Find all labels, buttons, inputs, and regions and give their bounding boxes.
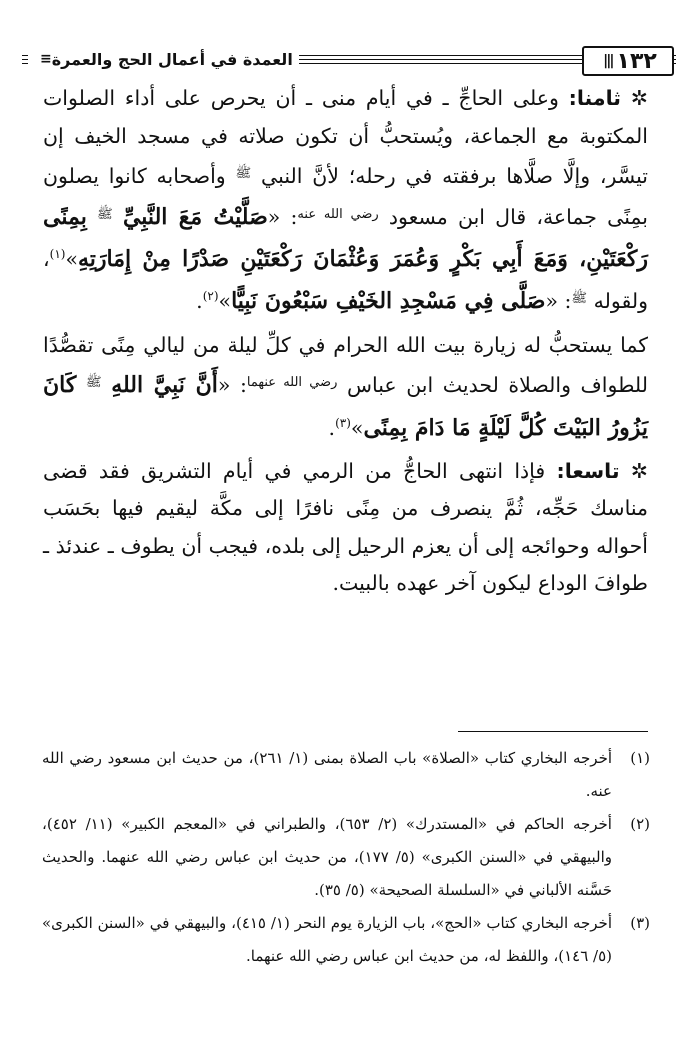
honorific: رضي الله عنهما bbox=[246, 375, 338, 391]
text-run: » bbox=[350, 415, 364, 440]
text-run: . bbox=[196, 289, 203, 314]
hadith-quote: بِمِنًى رَكْعَتَيْنِ، وَمَعَ أَبِي بَكْرٍ وَعُمَرَ وَعُثْمَانَ رَكْعَتَيْنِ صَدْرًا مِنْ إِمَارَتِهِ bbox=[43, 203, 648, 272]
paragraph bbox=[43, 327, 648, 447]
title-ornament: ≡ bbox=[40, 51, 52, 67]
text-run: وعلى الحاجِّ ـ في أيام منى ـ أن يحرص على أداء الصلوات المكتوبة مع الجماعة، ويُستحبُّ أن تكون صلاته في مسجد الخيف إن تيسَّر، وإلَّا صلَّاها برفقته في رحله؛ لأنَّ النبي bbox=[43, 86, 649, 188]
text-run: » bbox=[65, 246, 78, 271]
hadith-quote: صَلَّى فِي مَسْجِدِ الخَيْفِ سَبْعُونَ نَبِيًّا bbox=[231, 288, 546, 315]
honorific: ﷺ bbox=[235, 166, 252, 181]
page-number-box bbox=[582, 46, 674, 76]
text-run: : « bbox=[217, 373, 247, 398]
footnote bbox=[42, 808, 650, 907]
running-title-box bbox=[28, 46, 299, 72]
text-run: فإذا انتهى الحاجُّ من الرمي في أيام التشريق فقد قضى مناسك حَجِّه، ثُمَّ ينصرف من مِنًى نافرًا إلى مكَّة ليقيم فيها بحَسَب أحواله وحوائجه إلى أن يعزم الرحيل إلى بلده، فيجب أن يطوف ـ عندئذ ـ طوافَ الوداع ليكون آخر عهده بالبيت. bbox=[43, 458, 648, 596]
paragraph bbox=[43, 453, 648, 603]
main-text bbox=[43, 80, 648, 603]
text-run: » bbox=[218, 289, 232, 314]
text-run: كما يستحبُّ له زيارة بيت الله الحرام في كلِّ ليلة من ليالي مِنًى تقصُّدًا للطواف والصلاة لحديث ابن عباس bbox=[43, 332, 648, 398]
honorific: رضي الله عنه bbox=[297, 206, 379, 222]
page-header bbox=[22, 46, 676, 76]
section-marker: ✲ bbox=[630, 458, 648, 483]
footnote-ref: (١) bbox=[49, 247, 66, 261]
footnote-number: (١) bbox=[630, 749, 650, 767]
footnote-ref: (٣) bbox=[335, 415, 351, 430]
section-lead: تاسعا: bbox=[556, 458, 620, 483]
hadith-quote: أَنَّ نَبِيَّ اللهِ bbox=[111, 372, 218, 399]
section-marker: ✲ bbox=[630, 86, 648, 110]
section-lead: ثامنا: bbox=[568, 86, 622, 110]
footnote bbox=[42, 742, 650, 808]
footnote-text: أخرجه البخاري كتاب «الصلاة» باب الصلاة بمنى (١/ ٢٦١)، من حديث ابن مسعود رضي الله عنه. bbox=[42, 749, 613, 800]
footnote-text: أخرجه البخاري كتاب «الحج»، باب الزيارة يوم النحر (١/ ٤١٥)، والبيهقي في «السنن الكبرى» (٥/ ١٤٦)، واللفظ له، من حديث ابن عباس رضي الله عنهما. bbox=[42, 914, 612, 965]
hadith-quote: كَانَ يَزُورُ البَيْتَ كُلَّ لَيْلَةٍ مَا دَامَ بِمِنًى bbox=[43, 372, 648, 441]
footnote-ref: (٢) bbox=[202, 289, 219, 304]
text-run: . bbox=[328, 415, 336, 440]
footnote-number: (٣) bbox=[630, 914, 650, 932]
footnote-text: أخرجه الحاكم في «المستدرك» (٢/ ٦٥٣)، والطبراني في «المعجم الكبير» (١١/ ٤٥٢)، والبيهقي في «السنن الكبرى» (٥/ ١٧٧)، من حديث ابن عباس رضي الله عنهما. والحديث حَسَّنه الألباني في «السلسلة الصحيحة» (٥/ ٣٥). bbox=[42, 815, 613, 899]
text-run: وأصحابه كانوا يصلون بمِنًى جماعة، قال ابن مسعود bbox=[43, 164, 648, 229]
footnotes bbox=[42, 742, 650, 973]
text-run: ، ولقوله bbox=[43, 246, 648, 314]
text-run: : « bbox=[545, 289, 572, 314]
footnote bbox=[42, 907, 650, 973]
honorific: ﷺ bbox=[97, 206, 113, 222]
text-run: : « bbox=[267, 204, 298, 229]
footnote-number: (٢) bbox=[630, 815, 650, 833]
honorific: ﷺ bbox=[571, 291, 588, 307]
page-number-ornament: ||| bbox=[603, 53, 613, 69]
running-title: العمدة في أعمال الحج والعمرة bbox=[51, 49, 293, 69]
footnote-divider bbox=[458, 731, 648, 732]
page-number: ١٣٢ bbox=[616, 48, 657, 74]
honorific: ﷺ bbox=[85, 375, 102, 391]
hadith-quote: صَلَّيْتُ مَعَ النَّبِيِّ bbox=[122, 203, 268, 230]
paragraph bbox=[43, 80, 648, 321]
